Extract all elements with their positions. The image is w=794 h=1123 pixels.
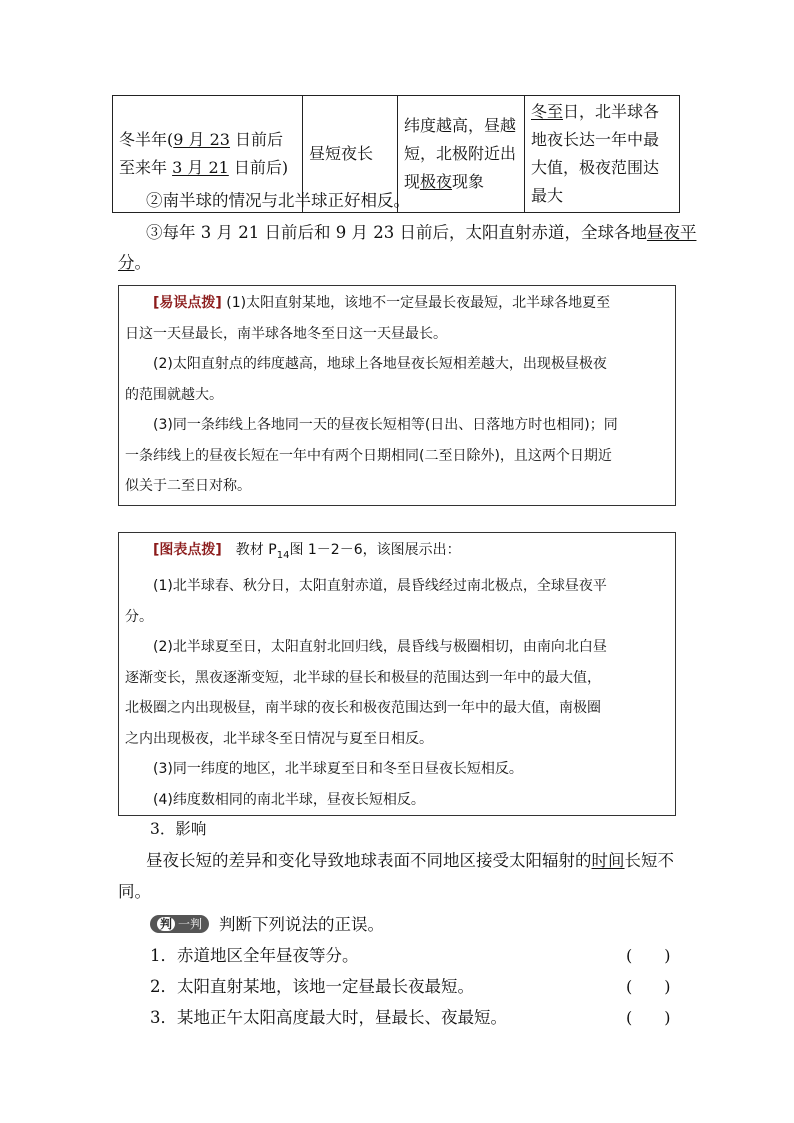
judge-badge: 判 一判 xyxy=(150,915,209,933)
table-cell-daylength: 昼短夜长 xyxy=(303,96,398,213)
box-line: (3)同一条纬线上各地同一天的昼夜长短相等(日出、日落地方时也相同)；同 xyxy=(153,417,618,433)
judge-heading: 判 一判 判断下列说法的正误。 xyxy=(150,910,384,940)
box-line: (4)纬度数相同的南北半球，昼夜长短相反。 xyxy=(153,791,425,808)
tag-label: [易误点拨] xyxy=(153,295,222,311)
judge-item-1: 1．赤道地区全年昼夜等分。 xyxy=(150,946,359,965)
box-line: [图表点拨] 教材 $P_{14}$图 1－2－6，该图展示出： xyxy=(153,542,461,561)
chart-tips-box xyxy=(118,532,676,816)
paragraph-southern: ②南半球的情况与北半球正好相反。 xyxy=(146,191,410,210)
paragraph-equinox-line2: 分。 xyxy=(118,253,151,272)
box-line: (3)同一纬度的地区，北半球夏至日和冬至日昼夜长短相反。 xyxy=(153,761,523,778)
box-line: 一条纬线上的昼夜长短在一年中有两个日期相同(二至日除外)，且这两个日期近 xyxy=(125,447,612,464)
box-line: 分。 xyxy=(125,608,153,625)
box-line: (2)太阳直射点的纬度越高，地球上各地昼夜长短相差越大，出现极昼极夜 xyxy=(153,356,607,372)
box-line: (1)北半球春、秋分日，太阳直射赤道，晨昏线经过南北极点，全球昼夜平 xyxy=(153,578,607,595)
section-paragraph-line1: 昼夜长短的差异和变化导致地球表面不同地区接受太阳辐射的时间长短不 xyxy=(146,851,674,870)
tag-label: [图表点拨] xyxy=(153,542,222,558)
box-line: 逐渐变长，黑夜逐渐变短，北半球的昼长和极昼的范围达到一年中的最大值， xyxy=(125,669,601,686)
box-line: 日这一天昼最长，南半球各地冬至日这一天昼最长。 xyxy=(125,325,447,342)
table-cell-latitude: 纬度越高，昼越短，北极附近出现极夜现象 xyxy=(398,96,525,213)
answer-blank[interactable]: ( ) xyxy=(626,1008,671,1027)
box-line: 似关于二至日对称。 xyxy=(125,478,251,494)
box-line: 北极圈之内出现极昼，南半球的夜长和极夜范围达到一年中的最大值，南极圈 xyxy=(125,700,601,717)
answer-blank[interactable]: ( ) xyxy=(626,946,671,965)
box-line: 之内出现极夜，北半球冬至日情况与夏至日相反。 xyxy=(125,730,433,747)
error-tips-box xyxy=(118,285,676,506)
box-line: (2)北半球夏至日，太阳直射北回归线，晨昏线与极圈相切，由南向北白昼 xyxy=(153,639,607,656)
table-cell-winter-solstice: 冬至日，北半球各地夜长达一年中最大值，极夜范围达最大 xyxy=(525,96,680,213)
section-paragraph-line2: 同。 xyxy=(118,882,151,901)
box-line: 的范围就越大。 xyxy=(125,386,223,403)
answer-blank[interactable]: ( ) xyxy=(626,977,671,996)
judge-item-2: 2．太阳直射某地，该地一定昼最长夜最短。 xyxy=(150,977,474,996)
paragraph-equinox-line1: ③每年 3 月 21 日前后和 9 月 23 日前后，太阳直射赤道，全球各地昼夜平 xyxy=(146,223,697,242)
table-cell-period: 冬半年(9 月 23 日前后至来年 3 月 21 日前后) xyxy=(113,96,303,213)
section-title: 3．影响 xyxy=(150,820,207,838)
judge-item-3: 3．某地正午太阳高度最大时，昼最长、夜最短。 xyxy=(150,1008,507,1027)
box-line: [易误点拨] (1)太阳直射某地，该地不一定昼最长夜最短，北半球各地夏至 xyxy=(153,295,611,311)
